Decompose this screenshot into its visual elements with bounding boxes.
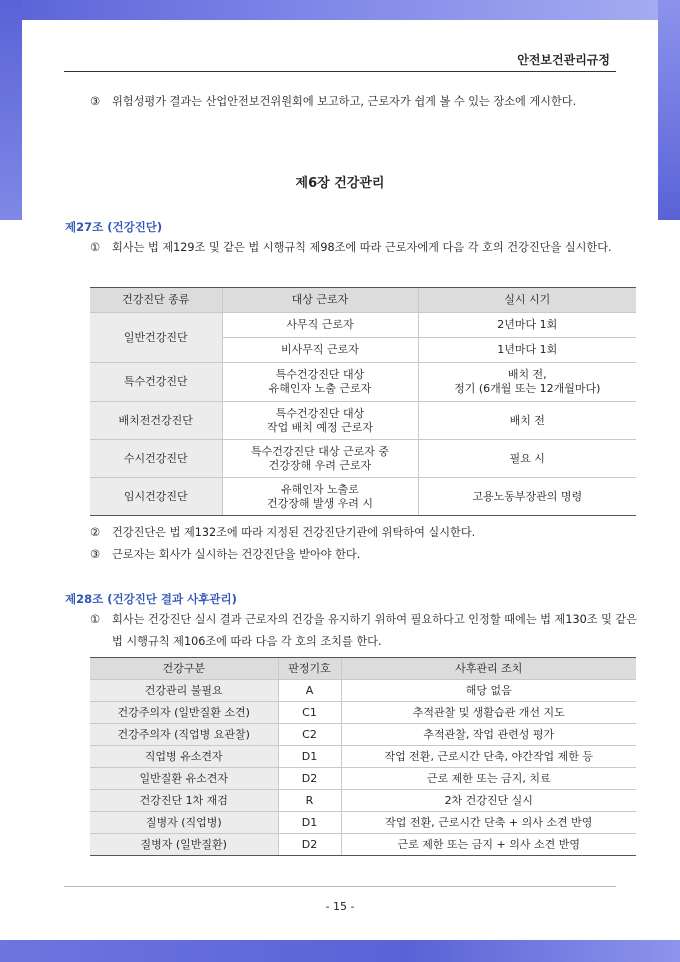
health-class-cell: 건강주의자 (일반질환 소견)	[90, 702, 278, 724]
timing-line: 정기 (6개월 또는 12개월마다)	[454, 382, 601, 395]
timing-cell: 2년마다 1회	[418, 313, 636, 338]
article-28-paragraph-1	[90, 609, 638, 653]
table-header-cell: 건강진단 종류	[90, 288, 222, 313]
code-cell: D1	[278, 812, 341, 834]
target-line: 건강장해 우려 근로자	[268, 458, 372, 472]
article-27-paragraph-2	[90, 522, 638, 544]
paragraph-text: 회사는 법 제129조 및 같은 법 시행규칙 제98조에 따라 근로자에게 다음 각 호의 건강진단을 실시한다.	[112, 241, 612, 254]
table-row	[90, 313, 636, 338]
code-cell: D1	[278, 746, 341, 768]
health-class-cell: 질병자 (직업병)	[90, 812, 278, 834]
table-row	[90, 834, 636, 856]
table-row	[90, 724, 636, 746]
paragraph-number: ②	[90, 526, 101, 539]
code-cell: D2	[278, 768, 341, 790]
target-line: 특수건강진단 대상 근로자 중	[250, 444, 389, 458]
target-line: 특수건강진단 대상	[275, 368, 365, 381]
health-class-cell: 질병자 (일반질환)	[90, 834, 278, 856]
timing-cell	[418, 363, 636, 402]
paragraph-number: ①	[90, 613, 101, 626]
target-line: 특수건강진단 대상	[275, 406, 365, 420]
table-row	[90, 746, 636, 768]
code-cell: A	[278, 680, 341, 702]
article-27-title: 제27조 (건강진단)	[65, 220, 163, 234]
background-band-right	[658, 0, 680, 220]
document-page	[22, 20, 658, 940]
table-row	[90, 702, 636, 724]
article-27-paragraph-1	[90, 237, 638, 259]
action-cell: 추적관찰 및 생활습관 개선 지도	[341, 702, 636, 724]
table-row	[90, 812, 636, 834]
table-row	[90, 680, 636, 702]
table-row	[90, 440, 636, 478]
paragraph-number: ③	[90, 95, 101, 108]
paragraph-text: 근로자는 회사가 실시하는 건강진단을 받아야 한다.	[112, 548, 361, 561]
target-line: 작업 배치 예정 근로자	[266, 420, 374, 434]
paragraph-number: ①	[90, 241, 101, 254]
exam-type-cell: 특수건강진단	[90, 363, 222, 402]
target-cell	[222, 363, 418, 402]
code-cell: R	[278, 790, 341, 812]
target-line: 건강장해 발생 우려 시	[266, 496, 374, 510]
table-header-cell: 건강구분	[90, 658, 278, 680]
target-cell	[222, 402, 418, 440]
health-class-cell: 직업병 유소견자	[90, 746, 278, 768]
table-row	[90, 478, 636, 516]
health-class-cell: 일반질환 유소견자	[90, 768, 278, 790]
page-number: - 15 -	[325, 900, 355, 913]
table-header-cell: 실시 시기	[418, 288, 636, 313]
health-class-cell: 건강진단 1차 재검	[90, 790, 278, 812]
action-cell: 근로 제한 또는 금지 + 의사 소견 반영	[341, 834, 636, 856]
follow-up-table	[90, 657, 636, 856]
paragraph-text: 회사는 건강진단 실시 결과 근로자의 건강을 유지하기 위하여 필요하다고 인정할 때에는 법 제130조 및 같은 법 시행규칙 제106조에 따라 다음 각 호의 조치를 한다.	[112, 613, 638, 648]
timing-cell: 배치 전	[418, 402, 636, 440]
table-header-cell: 대상 근로자	[222, 288, 418, 313]
action-cell: 작업 전환, 근로시간 단축 + 의사 소견 반영	[341, 812, 636, 834]
health-exam-table	[90, 287, 636, 516]
background-band-top	[0, 0, 680, 20]
action-cell: 근로 제한 또는 금지, 치료	[341, 768, 636, 790]
background-band-bottom	[0, 940, 680, 962]
header-title: 안전보건관리규정	[517, 53, 610, 67]
exam-type-cell: 임시건강진단	[90, 478, 222, 516]
target-line: 유해인자 노출로	[281, 482, 359, 496]
table-header-cell: 사후관리 조치	[341, 658, 636, 680]
table-header-row	[90, 288, 636, 313]
table-header-row	[90, 658, 636, 680]
exam-type-cell: 일반건강진단	[90, 313, 222, 363]
timing-cell: 필요 시	[418, 440, 636, 478]
table-row	[90, 790, 636, 812]
action-cell: 작업 전환, 근로시간 단축, 야간작업 제한 등	[341, 746, 636, 768]
action-cell: 2차 건강진단 실시	[341, 790, 636, 812]
timing-line: 배치 전,	[507, 368, 547, 381]
code-cell: C2	[278, 724, 341, 746]
table-row	[90, 363, 636, 402]
article-27-paragraph-3	[90, 544, 638, 566]
code-cell: D2	[278, 834, 341, 856]
timing-cell: 1년마다 1회	[418, 338, 636, 363]
paragraph-number: ③	[90, 548, 101, 561]
health-class-cell: 건강관리 불필요	[90, 680, 278, 702]
target-cell: 사무직 근로자	[222, 313, 418, 338]
target-cell	[222, 440, 418, 478]
paragraph-text: 위험성평가 결과는 산업안전보건위원회에 보고하고, 근로자가 쉽게 볼 수 있는 장소에 게시한다.	[112, 95, 577, 108]
exam-type-cell: 배치전건강진단	[90, 402, 222, 440]
footer-rule	[64, 886, 616, 887]
article-28-title: 제28조 (건강진단 결과 사후관리)	[65, 592, 237, 606]
chapter-title: 제6장 건강관리	[295, 176, 385, 191]
health-class-cell: 건강주의자 (직업병 요관찰)	[90, 724, 278, 746]
action-cell: 해당 없음	[341, 680, 636, 702]
target-cell: 비사무직 근로자	[222, 338, 418, 363]
code-cell: C1	[278, 702, 341, 724]
intro-paragraph	[90, 91, 638, 113]
exam-type-cell: 수시건강진단	[90, 440, 222, 478]
timing-cell: 고용노동부장관의 명령	[418, 478, 636, 516]
table-row	[90, 402, 636, 440]
header-rule	[64, 71, 616, 72]
target-cell	[222, 478, 418, 516]
table-row	[90, 768, 636, 790]
paragraph-text: 건강진단은 법 제132조에 따라 지정된 건강진단기관에 위탁하여 실시한다.	[112, 526, 476, 539]
target-line: 유해인자 노출 근로자	[268, 382, 372, 395]
background-band-left	[0, 0, 22, 220]
action-cell: 추적관찰, 작업 관련성 평가	[341, 724, 636, 746]
table-header-cell: 판정기호	[278, 658, 341, 680]
